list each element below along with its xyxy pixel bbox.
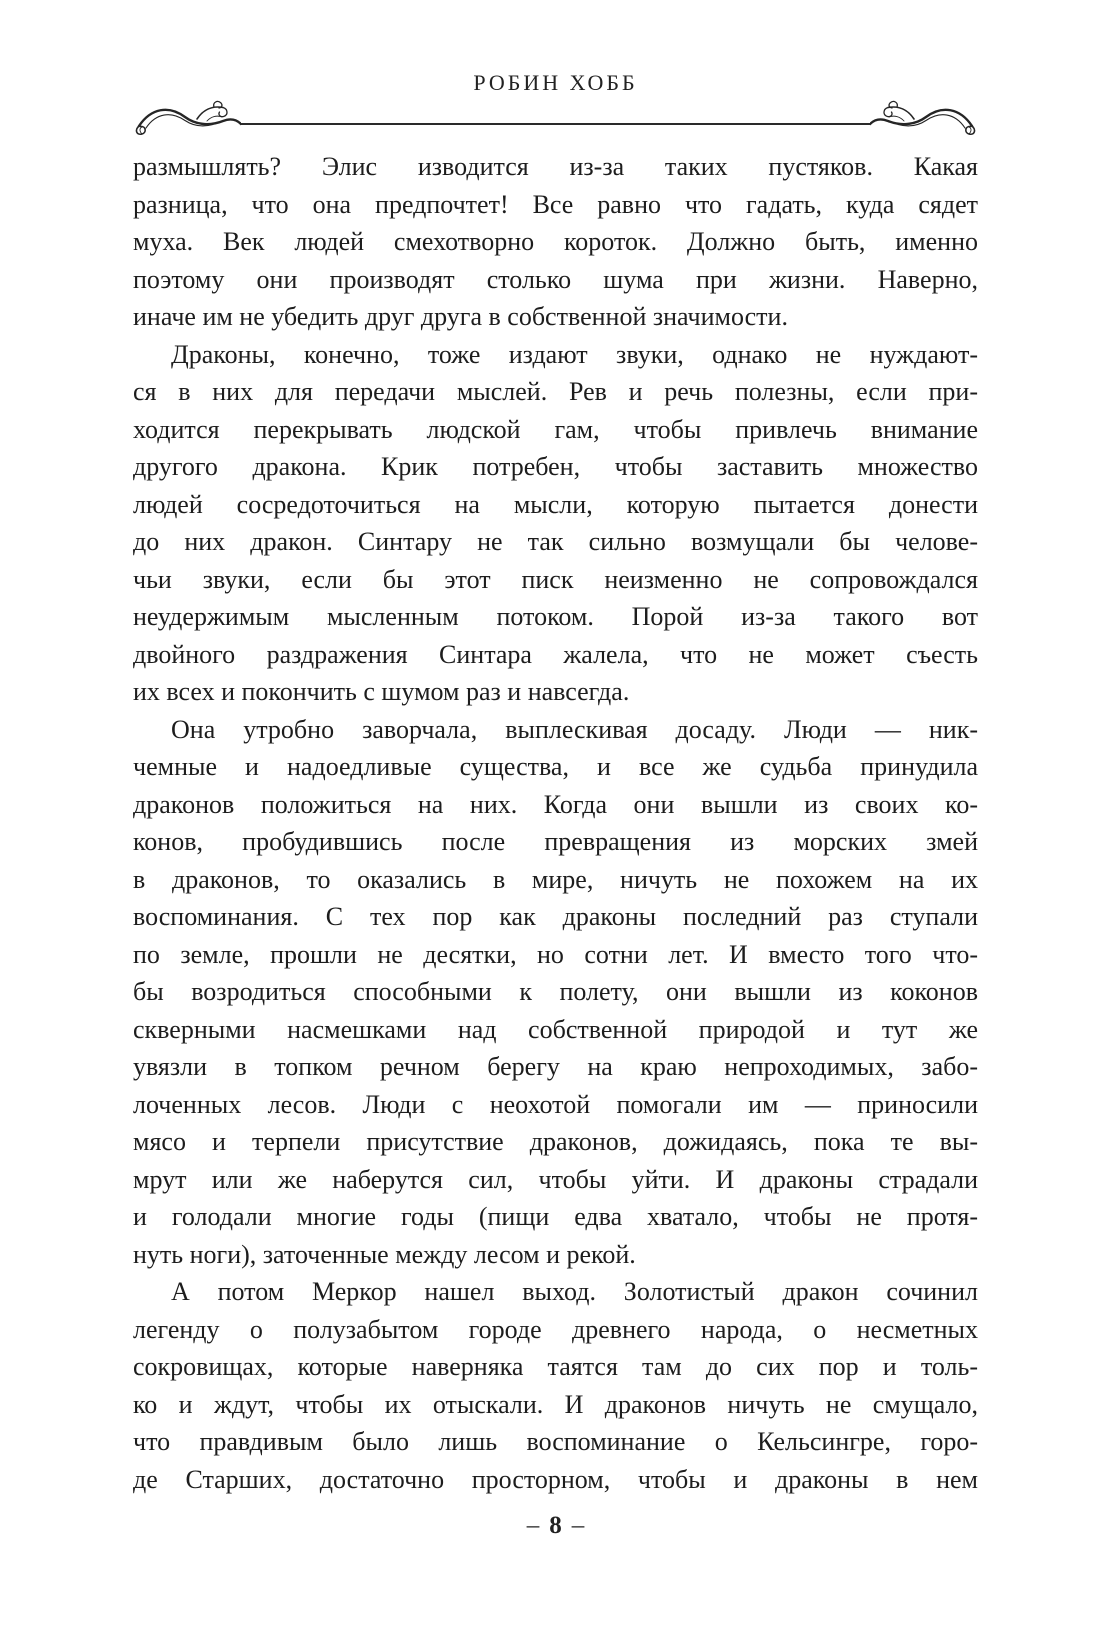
text-line: бы возродиться способными к полету, они вышли из коконов	[133, 977, 978, 1006]
text-line: ся в них для передачи мыслей. Рев и речь полезны, если при-	[133, 377, 978, 406]
page-text	[133, 148, 978, 1498]
paragraph	[133, 1273, 978, 1498]
flourish-right-icon	[870, 100, 978, 136]
text-line: другого дракона. Крик потребен, чтобы заставить множество	[133, 452, 978, 481]
text-line: сокровищах, которые наверняка таятся там до сих пор и толь-	[133, 1352, 978, 1381]
text-line: лоченных лесов. Люди с неохотой помогали им — приносили	[133, 1089, 978, 1119]
flourish-left-icon	[133, 100, 241, 136]
text-line: в драконов, то оказались в мире, ничуть не похожем на их	[133, 864, 978, 894]
text-line: по земле, прошли не десятки, но сотни лет. И вместо того что-	[133, 939, 978, 969]
text-line: Драконы, конечно, тоже издают звуки, однако не нуждают-	[171, 339, 978, 369]
text-line: чьи звуки, если бы этот писк неизменно не сопровождался	[133, 564, 978, 594]
text-line: Она утробно заворчала, выплескивая досаду. Люди — ник-	[171, 714, 978, 744]
paragraph	[133, 336, 978, 711]
text-line: нуть ноги), заточенные между лесом и рекой.	[133, 1239, 636, 1269]
text-line: ходится перекрывать людской гам, чтобы привлечь внимание	[133, 414, 978, 444]
paragraph	[133, 711, 978, 1274]
text-line: муха. Век людей смехотворно короток. Должно быть, именно	[133, 227, 978, 256]
ornamental-rule	[133, 100, 978, 136]
text-line: их всех и покончить с шумом раз и навсегда.	[133, 677, 630, 706]
text-line: де Старших, достаточно просторном, чтобы и драконы в нем	[133, 1464, 978, 1494]
text-line: разница, что она предпочтет! Все равно что гадать, куда сядет	[133, 189, 978, 219]
text-line: иначе им не убедить друг друга в собственной значимости.	[133, 302, 788, 331]
text-line: людей сосредоточиться на мысли, которую пытается донести	[133, 489, 978, 519]
text-line: конов, пробудившись после превращения из морских змей	[133, 827, 978, 856]
page-number-dash-left: –	[526, 1512, 540, 1539]
text-line: размышлять? Элис изводится из-за таких пустяков. Какая	[133, 152, 978, 181]
text-line: мрут или же наберутся сил, чтобы уйти. И драконы страдали	[133, 1164, 978, 1194]
text-line: и голодали многие годы (пищи едва хватало, чтобы не протя-	[133, 1202, 978, 1231]
text-line: драконов положиться на них. Когда они вышли из своих ко-	[133, 789, 978, 819]
running-head-author: РОБИН ХОББ	[473, 70, 638, 95]
text-column	[133, 0, 978, 1498]
text-line: мясо и терпели присутствие драконов, дожидаясь, пока те вы-	[133, 1127, 978, 1156]
page-number-dash-right: –	[571, 1512, 585, 1539]
page-number-value: 8	[549, 1512, 562, 1539]
text-line: до них дракон. Синтару не так сильно возмущали бы челове-	[133, 527, 978, 556]
header-rule-line	[241, 123, 870, 125]
paragraph	[133, 148, 978, 336]
text-line: что правдивым было лишь воспоминание о Кельсингре, горо-	[133, 1427, 978, 1456]
text-line: А потом Меркор нашел выход. Золотистый дракон сочинил	[171, 1277, 978, 1306]
text-line: ко и ждут, чтобы их отыскали. И драконов ничуть не смущало,	[133, 1389, 978, 1419]
text-line: легенду о полузабытом городе древнего народа, о несметных	[133, 1314, 978, 1344]
text-line: поэтому они производят столько шума при жизни. Наверно,	[133, 264, 978, 294]
text-line: увязли в топком речном берегу на краю непроходимых, забо-	[133, 1052, 978, 1081]
text-line: неудержимым мысленным потоком. Порой из-за такого вот	[133, 602, 978, 631]
text-line: воспоминания. С тех пор как драконы последний раз ступали	[133, 902, 978, 931]
text-line: двойного раздражения Синтара жалела, что не может съесть	[133, 639, 978, 669]
page-number	[133, 1512, 978, 1540]
text-line: чемные и надоедливые существа, и все же судьба принудила	[133, 752, 978, 781]
text-line: скверными насмешками над собственной природой и тут же	[133, 1014, 978, 1044]
